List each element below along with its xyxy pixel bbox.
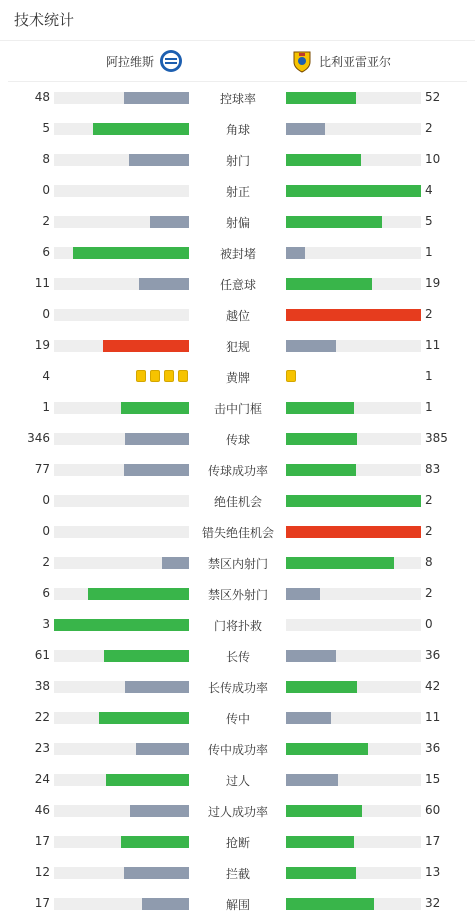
stat-label: 过人 [225,774,250,788]
home-value: 8 [42,152,50,166]
away-value: 2 [425,586,433,600]
away-bar-fill [286,185,421,197]
home-bar-fill [99,712,189,724]
away-bar-fill [286,92,356,104]
page-title: 技术统计 [14,11,75,29]
away-bar-fill [286,836,354,848]
home-value: 6 [42,245,50,259]
home-bar-track [54,433,189,445]
home-bar-track [54,247,189,259]
stat-label: 门将扑救 [213,619,262,633]
away-value: 36 [425,741,441,755]
home-value: 2 [42,214,50,228]
away-value: 32 [425,896,441,910]
away-bar-track [286,743,421,755]
home-value: 12 [34,865,50,879]
home-bar-track [54,278,189,290]
away-value: 15 [425,772,441,786]
away-value: 52 [425,90,441,104]
away-value: 83 [425,462,441,476]
away-bar-track [286,836,421,848]
stat-label: 被封堵 [219,247,256,261]
stat-row [0,175,475,206]
stat-row [0,826,475,857]
home-bar-track [54,867,189,879]
stat-row [0,361,475,392]
home-value: 2 [42,555,50,569]
home-value: 5 [42,121,50,135]
stat-label: 长传成功率 [207,681,268,695]
stat-row [0,330,475,361]
stat-row [0,206,475,237]
home-value: 24 [34,772,50,786]
stat-label: 禁区内射门 [207,557,268,571]
home-bar-fill [142,898,189,910]
away-bar-fill [286,309,421,321]
home-value: 346 [27,431,50,445]
away-bar-track [286,309,421,321]
away-value: 2 [425,307,433,321]
home-bar-track [54,123,189,135]
away-value: 2 [425,524,433,538]
away-bar-fill [286,557,394,569]
alaves-crest-icon [159,49,183,73]
stat-label: 击中门框 [213,402,262,416]
away-bar-track [286,402,421,414]
home-bar-track [54,402,189,414]
away-bar-fill [286,433,357,445]
home-value: 0 [42,524,50,538]
stat-row [0,733,475,764]
home-bar-fill [124,92,189,104]
home-value: 11 [34,276,50,290]
away-yellow-cards [286,370,296,383]
home-value: 48 [34,90,50,104]
stat-row [0,454,475,485]
away-bar-fill [286,867,356,879]
yellow-card-icon [164,370,174,382]
away-bar-track [286,898,421,910]
stat-label: 犯规 [225,340,250,354]
away-value: 8 [425,555,433,569]
away-bar-track [286,712,421,724]
away-bar-track [286,123,421,135]
home-bar-fill [150,216,189,228]
home-bar-track [54,526,189,538]
stat-label: 传中成功率 [207,743,268,757]
away-bar-track [286,526,421,538]
home-value: 61 [34,648,50,662]
away-bar-fill [286,588,320,600]
stat-label: 错失绝佳机会 [201,526,274,540]
away-bar-fill [286,495,421,507]
stat-label: 过人成功率 [207,805,268,819]
stat-label: 越位 [225,309,250,323]
home-bar-track [54,92,189,104]
home-value: 38 [34,679,50,693]
stat-label: 传中 [225,712,250,726]
home-bar-fill [139,278,189,290]
stat-label: 禁区外射门 [207,588,268,602]
away-bar-track [286,278,421,290]
home-bar-fill [103,340,189,352]
away-value: 10 [425,152,441,166]
stat-label: 传球 [225,433,250,447]
home-bar-track [54,836,189,848]
home-bar-track [54,805,189,817]
stat-row [0,82,475,113]
away-bar-fill [286,650,336,662]
stat-row [0,392,475,423]
yellow-card-icon [286,370,296,382]
yellow-card-icon [136,370,146,382]
stat-label: 黄牌 [225,371,250,385]
away-value: 13 [425,865,441,879]
away-bar-track [286,340,421,352]
yellow-card-icon [178,370,188,382]
away-bar-fill [286,805,362,817]
home-value: 3 [42,617,50,631]
away-value: 4 [425,183,433,197]
home-bar-fill [104,650,189,662]
stat-label: 控球率 [219,92,256,106]
home-value: 46 [34,803,50,817]
stat-row [0,547,475,578]
stats-list [0,82,475,919]
home-bar-fill [54,619,189,631]
home-bar-fill [125,433,189,445]
home-value: 17 [34,896,50,910]
title-bar [0,0,475,41]
away-bar-track [286,650,421,662]
stat-row [0,268,475,299]
stat-label: 拦截 [225,867,250,881]
home-bar-track [54,216,189,228]
stat-row [0,237,475,268]
away-value: 60 [425,803,441,817]
away-value: 36 [425,648,441,662]
away-bar-fill [286,123,325,135]
home-bar-fill [124,867,189,879]
stat-row [0,113,475,144]
away-bar-fill [286,247,305,259]
home-yellow-cards [136,370,188,383]
home-team-name: 阿拉维斯 [105,54,154,69]
away-value: 11 [425,338,441,352]
home-bar-fill [129,154,189,166]
home-value: 0 [42,493,50,507]
away-bar-track [286,495,421,507]
stat-row [0,609,475,640]
away-bar-track [286,805,421,817]
stat-label: 解围 [225,898,250,912]
away-bar-fill [286,743,368,755]
away-bar-track [286,619,421,631]
home-value: 1 [42,400,50,414]
away-value: 11 [425,710,441,724]
away-bar-track [286,433,421,445]
home-bar-fill [93,123,189,135]
home-value: 6 [42,586,50,600]
away-bar-fill [286,464,356,476]
away-bar-track [286,681,421,693]
home-team[interactable] [106,49,183,73]
stat-label: 射门 [225,154,250,168]
home-value: 17 [34,834,50,848]
home-value: 0 [42,183,50,197]
stat-row [0,640,475,671]
home-bar-track [54,464,189,476]
away-bar-track [286,774,421,786]
stat-row [0,485,475,516]
away-bar-fill [286,774,338,786]
away-value: 1 [425,369,433,383]
stat-label: 射正 [225,185,250,199]
away-bar-fill [286,898,374,910]
home-bar-track [54,340,189,352]
home-bar-fill [125,681,189,693]
home-bar-fill [88,588,189,600]
away-bar-fill [286,402,354,414]
home-value: 22 [34,710,50,724]
home-bar-track [54,588,189,600]
home-bar-track [54,154,189,166]
home-value: 0 [42,307,50,321]
stat-label: 射偏 [225,216,250,230]
away-bar-track [286,154,421,166]
stat-row [0,144,475,175]
away-bar-track [286,247,421,259]
stat-label: 长传 [225,650,250,664]
away-bar-fill [286,278,372,290]
home-bar-fill [162,557,189,569]
home-bar-track [54,650,189,662]
stat-row [0,795,475,826]
away-value: 5 [425,214,433,228]
away-value: 19 [425,276,441,290]
home-bar-track [54,185,189,197]
home-bar-fill [121,402,189,414]
stat-row [0,888,475,919]
home-bar-fill [130,805,189,817]
away-bar-track [286,867,421,879]
home-value: 77 [34,462,50,476]
away-bar-fill [286,216,382,228]
away-bar-fill [286,526,421,538]
away-value: 385 [425,431,448,445]
away-team-name: 比利亚雷亚尔 [319,54,392,69]
away-team[interactable] [290,49,391,73]
stat-row [0,299,475,330]
home-bar-fill [106,774,189,786]
away-value: 17 [425,834,441,848]
stat-label: 绝佳机会 [213,495,262,509]
home-bar-track [54,774,189,786]
stat-row [0,702,475,733]
away-bar-fill [286,681,357,693]
stat-row [0,423,475,454]
stat-label: 抢断 [225,836,250,850]
yellow-card-icon [150,370,160,382]
home-bar-fill [121,836,189,848]
away-value: 2 [425,121,433,135]
home-value: 4 [42,369,50,383]
home-value: 19 [34,338,50,352]
away-bar-track [286,464,421,476]
away-bar-track [286,588,421,600]
teams-header [8,41,467,82]
stat-row [0,857,475,888]
stat-label: 任意球 [219,278,256,292]
stat-row [0,764,475,795]
away-bar-track [286,185,421,197]
home-bar-track [54,898,189,910]
home-bar-track [54,743,189,755]
away-value: 0 [425,617,433,631]
villarreal-crest-icon [290,49,314,73]
home-bar-track [54,309,189,321]
home-bar-track [54,712,189,724]
away-bar-fill [286,340,336,352]
away-bar-track [286,92,421,104]
stat-label: 角球 [225,123,250,137]
away-value: 2 [425,493,433,507]
home-bar-track [54,495,189,507]
stat-row [0,671,475,702]
home-bar-fill [136,743,189,755]
home-bar-fill [73,247,189,259]
away-bar-fill [286,712,331,724]
home-bar-fill [124,464,189,476]
away-value: 42 [425,679,441,693]
stat-label: 传球成功率 [207,464,268,478]
away-value: 1 [425,245,433,259]
away-bar-track [286,557,421,569]
away-bar-track [286,216,421,228]
home-bar-track [54,681,189,693]
away-value: 1 [425,400,433,414]
home-bar-track [54,557,189,569]
home-value: 23 [34,741,50,755]
stat-row [0,578,475,609]
home-bar-track [54,619,189,631]
away-bar-fill [286,154,361,166]
stat-row [0,516,475,547]
